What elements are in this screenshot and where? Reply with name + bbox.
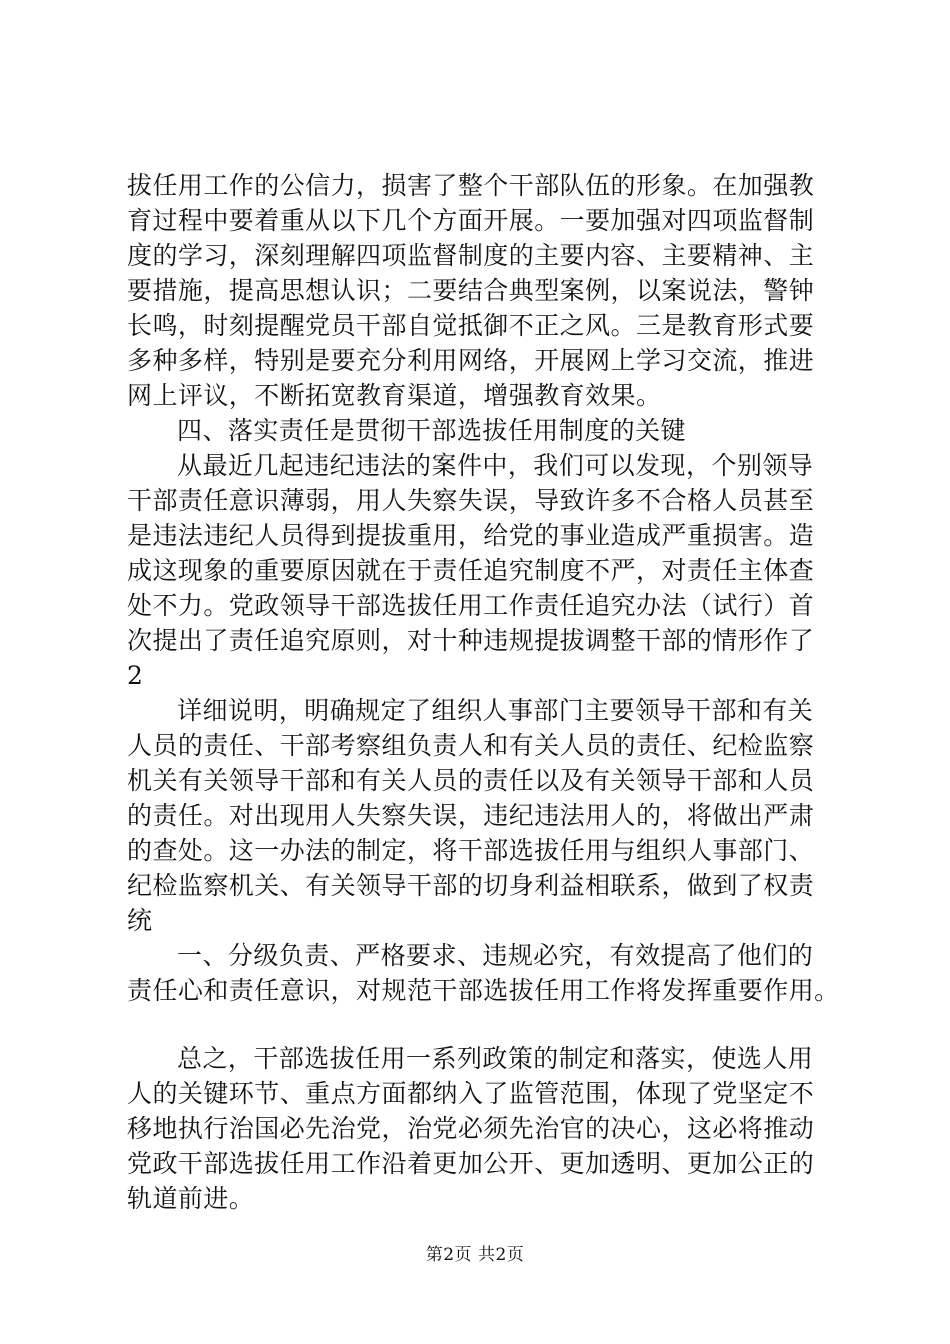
text-line: 干部责任意识薄弱，用人失察失误，导致许多不合格人员甚至 <box>127 486 815 515</box>
text-line: 轨道前进。 <box>127 1184 255 1213</box>
text-line: 是违法违纪人员得到提拔重用，给党的事业造成严重损害。造 <box>127 521 815 550</box>
text-line: 总之，干部选拔任用一系列政策的制定和落实，使选人用 <box>177 1044 814 1073</box>
text-line: 详细说明，明确规定了组织人事部门主要领导干部和有关 <box>177 696 814 725</box>
text-line: 度的学习，深刻理解四项监督制度的主要内容、主要精神、主 <box>127 241 815 270</box>
text-line: 人员的责任、干部考察组负责人和有关人员的责任、纪检监察 <box>127 731 815 760</box>
text-line: 成这现象的重要原因就在于责任追究制度不严，对责任主体查 <box>127 556 815 585</box>
text-line: 拔任用工作的公信力，损害了整个干部队伍的形象。在加强教 <box>127 171 815 200</box>
text-line: 要措施，提高思想认识；二要结合典型案例，以案说法，警钟 <box>127 276 815 305</box>
text-line: 统 <box>127 906 153 935</box>
page-number-marker: 2 <box>127 661 144 690</box>
text-line: 长鸣，时刻提醒党员干部自觉抵御不正之风。三是教育形式要 <box>127 311 815 340</box>
text-line: 育过程中要着重从以下几个方面开展。一要加强对四项监督制 <box>127 206 815 235</box>
text-line: 处不力。党政领导干部选拔任用工作责任追究办法（试行）首 <box>127 591 815 620</box>
page-footer: 第2页 共2页 <box>425 1245 525 1265</box>
text-line: 移地执行治国必先治党，治党必须先治官的决心，这必将推动 <box>127 1114 815 1143</box>
text-line: 多种多样，特别是要充分利用网络，开展网上学习交流，推进 <box>127 346 815 375</box>
section-heading: 四、落实责任是贯彻干部选拔任用制度的关键 <box>177 416 687 445</box>
text-line: 次提出了责任追究原则，对十种违规提拔调整干部的情形作了 <box>127 626 815 655</box>
text-line: 人的关键环节、重点方面都纳入了监管范围，体现了党坚定不 <box>127 1079 815 1108</box>
text-line: 党政干部选拔任用工作沿着更加公开、更加透明、更加公正的 <box>127 1149 815 1178</box>
text-line: 的查处。这一办法的制定，将干部选拔任用与组织人事部门、 <box>127 836 815 865</box>
text-line: 机关有关领导干部和有关人员的责任以及有关领导干部和人员 <box>127 766 815 795</box>
text-line: 从最近几起违纪违法的案件中，我们可以发现，个别领导 <box>177 451 814 480</box>
text-line: 一、分级负责、严格要求、违规必究，有效提高了他们的 <box>177 941 814 970</box>
text-line: 纪检监察机关、有关领导干部的切身利益相联系，做到了权责 <box>127 871 815 900</box>
text-line: 的责任。对出现用人失察失误，违纪违法用人的，将做出严肃 <box>127 801 815 830</box>
text-line: 责任心和责任意识，对规范干部选拔任用工作将发挥重要作用。 <box>127 976 840 1005</box>
text-line: 网上评议，不断拓宽教育渠道，增强教育效果。 <box>127 381 662 410</box>
